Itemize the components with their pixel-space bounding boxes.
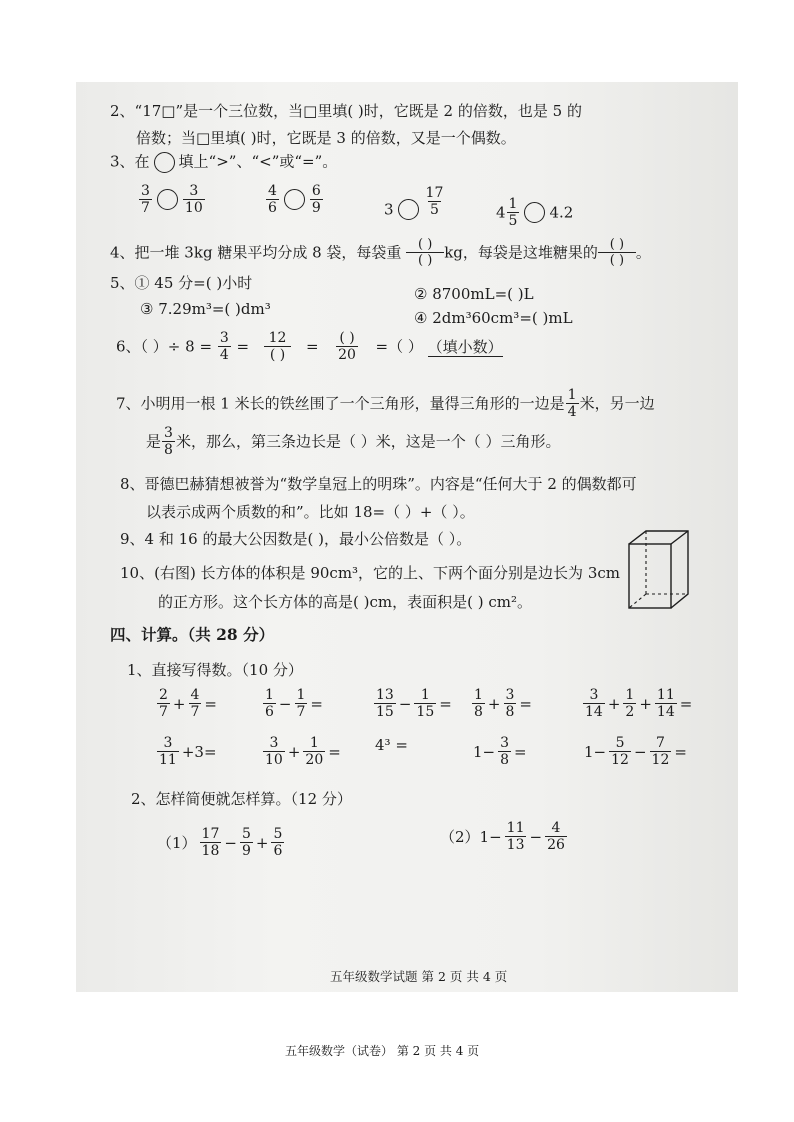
fraction: $\frac{2}{7}$ [159, 687, 168, 720]
fraction: $\frac{1}{5}$ [508, 196, 518, 229]
answer-fraction-blank[interactable]: ( ) ( ) [598, 237, 636, 268]
compare-item-2 [265, 183, 324, 223]
question-10-line-1: 10、(右图) 长方体的体积是 90cm³，它的上、下两个面分别是边长为 3cm [120, 564, 620, 582]
fraction: $\frac{1}{8}$ [474, 687, 483, 720]
compare-item-3: 3 $\frac{17}{5}$ [384, 185, 444, 219]
question-5-b: ② 8700mL=( )L [414, 285, 534, 303]
question-3-label: 3、在 [110, 152, 150, 171]
fraction: $\frac{4}{26}$ [547, 820, 565, 853]
fraction: $\frac{13}{15}$ [376, 687, 394, 720]
calc-expression: $\frac{13}{15}$ − $\frac{1}{15}$ = [376, 687, 452, 720]
fraction: $\frac{3}{8}$ [164, 425, 173, 458]
fraction: $\frac{1}{6}$ [265, 687, 274, 720]
question-7-line-2: 是 $\frac{3}{8}$ 米，那么，第三条边长是（ ）米，这是一个（ ）三角形。 [146, 425, 561, 458]
calc-expression: $\frac{2}{7}$ + $\frac{4}{7}$ = [159, 687, 217, 720]
cuboid-figure [626, 528, 692, 610]
fraction: $\frac{5}{12}$ [611, 735, 629, 768]
question-7-line-1: 7、小明用一根 1 米长的铁丝围了一个三角形，量得三角形的一边是 $\frac{1}{4}$ 米，另一边 [116, 387, 655, 420]
calc-2-title: 2、怎样简便就怎样算。（12 分） [131, 790, 352, 808]
question-3-instruction [110, 152, 337, 173]
fraction: $\frac{3}{10}$ [184, 183, 203, 216]
fraction: $\frac{3}{8}$ [500, 735, 510, 768]
compare-circle[interactable] [284, 189, 305, 210]
question-9: 9、4 和 16 的最大公因数是( )，最小公倍数是（ ）。 [120, 530, 472, 548]
photo-page-footer: 五年级数学试题 第 2 页 共 4 页 [330, 969, 508, 984]
compare-circle[interactable] [398, 199, 419, 220]
compare-circle[interactable] [157, 189, 178, 210]
fraction: $\frac{( )}{20}$ [338, 330, 356, 363]
fraction: $\frac{6}{9}$ [311, 183, 321, 216]
calc-expression: 1− $\frac{3}{8}$ = [473, 735, 527, 768]
calc-expression: $\frac{1}{8}$ + $\frac{3}{8}$ = [474, 687, 532, 720]
fraction: $\frac{17}{5}$ [425, 185, 444, 218]
question-5-c: ③ 7.29m³=( )dm³ [140, 300, 271, 318]
fraction: $\frac{4}{6}$ [268, 183, 277, 216]
question-8-line-2: 以表示成两个质数的和”。比如 18=（ ）+（ ）。 [146, 503, 475, 521]
compare-item-1 [138, 183, 206, 223]
fraction: $\frac{3}{11}$ [159, 735, 177, 768]
question-8-line-1: 8、哥德巴赫猜想被誉为“数学皇冠上的明珠”。内容是“任何大于 2 的偶数都可 [120, 475, 637, 493]
fraction: $\frac{3}{14}$ [585, 687, 603, 720]
fraction: $\frac{1}{2}$ [625, 687, 635, 720]
calc-expression: 4³ = [375, 736, 408, 754]
fraction: $\frac{17}{18}$ [201, 826, 220, 859]
fraction: $\frac{11}{13}$ [506, 820, 525, 853]
question-5-d: ④ 2dm³60cm³=( )mL [414, 309, 573, 327]
fraction: $\frac{3}{7}$ [141, 183, 150, 216]
compare-circle[interactable] [524, 202, 545, 223]
fraction: $\frac{3}{4}$ [219, 330, 229, 363]
circle-blank-icon [154, 152, 175, 173]
section-4-title: 四、计算。（共 28 分） [110, 625, 275, 644]
question-2-line-2: 倍数；当□里填( )时，它既是 3 的倍数，又是一个偶数。 [136, 129, 516, 147]
fill-decimal-note: （填小数） [427, 337, 503, 356]
question-5-a: 5、① 45 分=( )小时 [110, 274, 253, 292]
fraction: $\frac{1}{15}$ [416, 687, 435, 720]
fraction: $\frac{4}{7}$ [190, 687, 200, 720]
question-10-line-2: 的正方形。这个长方体的高是( )cm，表面积是( ) cm²。 [158, 593, 532, 611]
calc-2-problem-1: （1） $\frac{17}{18}$ − $\frac{5}{9}$ + $\frac{5}{6}$ [157, 826, 283, 859]
answer-fraction-blank[interactable]: ( ) ( ) [406, 237, 444, 268]
page-footer: 五年级数学（试卷） 第 2 页 共 4 页 [285, 1044, 480, 1058]
fraction: $\frac{5}{6}$ [273, 826, 283, 859]
question-6: 6、（ ）÷ 8 = $\frac{3}{4}$ = $\frac{12}{( )}$ = $\frac{( )}{20}$ =（ ） （填小数） [116, 330, 503, 363]
fraction: $\frac{3}{8}$ [505, 687, 515, 720]
calc-expression: $\frac{3}{11}$ +3= [159, 735, 217, 768]
fraction: $\frac{1}{7}$ [296, 687, 306, 720]
question-3-label-tail: 填上“>”、“<”或“=”。 [178, 152, 338, 171]
fraction: $\frac{1}{20}$ [305, 735, 324, 768]
calc-expression: $\frac{3}{14}$ + $\frac{1}{2}$ + $\frac{11}{14}$ = [585, 687, 693, 720]
calc-1-title: 1、直接写得数。（10 分） [127, 661, 303, 679]
compare-item-4: 4 $\frac{1}{5}$ 4.2 [496, 196, 574, 229]
fraction: $\frac{12}{( )}$ [264, 330, 291, 363]
calc-expression: $\frac{3}{10}$ + $\frac{1}{20}$ = [265, 735, 341, 768]
question-2-line-1: 2、“17□”是一个三位数，当□里填( )时，它既是 2 的倍数，也是 5 的 [110, 102, 582, 120]
fraction: $\frac{11}{14}$ [656, 687, 675, 720]
calc-2-problem-2: （2）1− $\frac{11}{13}$ − $\frac{4}{26}$ [440, 820, 565, 853]
fraction: $\frac{3}{10}$ [265, 735, 283, 768]
fraction: $\frac{1}{4}$ [567, 387, 577, 420]
fraction: $\frac{7}{12}$ [651, 735, 670, 768]
calc-expression: 1− $\frac{5}{12}$ − $\frac{7}{12}$ = [584, 735, 687, 768]
calc-expression: $\frac{1}{6}$ − $\frac{1}{7}$ = [265, 687, 323, 720]
question-4: 4、把一堆 3kg 糖果平均分成 8 袋，每袋重 ( ) ( ) kg，每袋是这堆糖果的 ( ) ( ) 。 [110, 237, 651, 268]
fraction: $\frac{5}{9}$ [241, 826, 251, 859]
